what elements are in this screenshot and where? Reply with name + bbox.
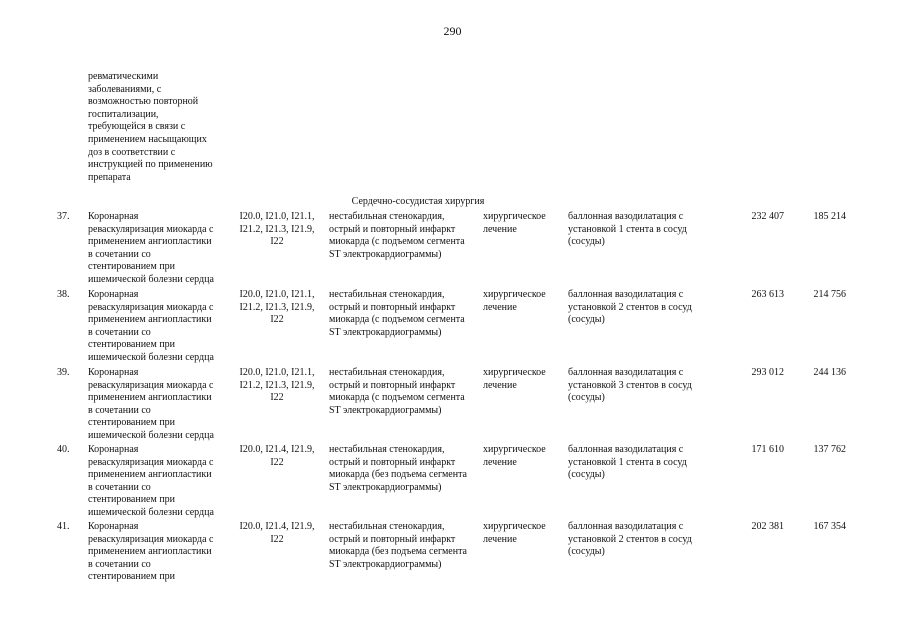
table-row xyxy=(0,367,905,445)
treatment-method: баллонная вазодилатация с установкой 3 стентов в сосуд (сосуды) xyxy=(568,367,692,404)
treatment-method: баллонная вазодилатация с установкой 1 стента в сосуд (сосуды) xyxy=(568,444,687,481)
row-number: 39. xyxy=(57,367,70,378)
care-type-name: Коронарная реваскуляризация миокарда с применением ангиопластики в сочетании со стентированием при ишемической болезни сердца xyxy=(88,367,214,441)
table-row xyxy=(0,444,905,522)
table-row xyxy=(0,211,905,289)
icd-codes: I20.0, I21.0, I21.1, I21.2, I21.3, I21.9, I22 xyxy=(239,211,315,248)
cost-norm-primary: 263 613 xyxy=(751,289,784,300)
care-type-name: Коронарная реваскуляризация миокарда с применением ангиопластики в сочетании со стентированием при ишемической болезни сердца xyxy=(88,211,214,285)
care-type-name: Коронарная реваскуляризация миокарда с применением ангиопластики в сочетании со стентированием при ишемической болезни сердца xyxy=(88,444,214,518)
icd-codes: I20.0, I21.0, I21.1, I21.2, I21.3, I21.9, I22 xyxy=(239,367,315,404)
section-title: Сердечно-сосудистая хирургия xyxy=(351,196,485,207)
cost-norm-secondary: 137 762 xyxy=(813,444,846,455)
treatment-method: баллонная вазодилатация с установкой 1 стента в сосуд (сосуды) xyxy=(568,211,687,248)
cost-norm-primary: 171 610 xyxy=(751,444,784,455)
cost-norm-primary: 232 407 xyxy=(751,211,784,222)
table-row xyxy=(0,289,905,367)
page-number: 290 xyxy=(443,24,462,38)
patient-model: нестабильная стенокардия, острый и повторный инфаркт миокарда (без подъема сегмента ST электрокардиограммы) xyxy=(329,521,467,570)
cost-norm-primary: 293 012 xyxy=(751,367,784,378)
icd-codes: I20.0, I21.4, I21.9, I22 xyxy=(239,444,315,468)
patient-model: нестабильная стенокардия, острый и повторный инфаркт миокарда (с подъемом сегмента ST электрокардиограммы) xyxy=(329,367,465,416)
care-type-name: Коронарная реваскуляризация миокарда с применением ангиопластики в сочетании со стентированием при xyxy=(88,521,214,583)
icd-codes: I20.0, I21.4, I21.9, I22 xyxy=(239,521,315,545)
row-number: 37. xyxy=(57,211,70,222)
care-type-name: Коронарная реваскуляризация миокарда с применением ангиопластики в сочетании со стентированием при ишемической болезни сердца xyxy=(88,289,214,363)
row-number: 38. xyxy=(57,289,70,300)
treatment-type: хирургическое лечение xyxy=(483,444,546,468)
treatment-method: баллонная вазодилатация с установкой 2 стентов в сосуд (сосуды) xyxy=(568,289,692,326)
cost-norm-secondary: 244 136 xyxy=(813,367,846,378)
patient-model: нестабильная стенокардия, острый и повторный инфаркт миокарда (без подъема сегмента ST электрокардиограммы) xyxy=(329,444,467,493)
treatment-method: баллонная вазодилатация с установкой 2 стентов в сосуд (сосуды) xyxy=(568,521,692,558)
cost-norm-secondary: 214 756 xyxy=(813,289,846,300)
row-number: 40. xyxy=(57,444,70,455)
treatment-type: хирургическое лечение xyxy=(483,289,546,313)
patient-model: нестабильная стенокардия, острый и повторный инфаркт миокарда (с подъемом сегмента ST электрокардиограммы) xyxy=(329,211,465,260)
icd-codes: I20.0, I21.0, I21.1, I21.2, I21.3, I21.9, I22 xyxy=(239,289,315,326)
cost-norm-primary: 202 381 xyxy=(751,521,784,532)
row-number: 41. xyxy=(57,521,70,532)
treatment-type: хирургическое лечение xyxy=(483,367,546,391)
treatment-type: хирургическое лечение xyxy=(483,521,546,545)
cost-norm-secondary: 167 354 xyxy=(813,521,846,532)
table-row xyxy=(0,521,905,599)
cost-norm-secondary: 185 214 xyxy=(813,211,846,222)
treatment-type: хирургическое лечение xyxy=(483,211,546,235)
patient-model: нестабильная стенокардия, острый и повторный инфаркт миокарда (с подъемом сегмента ST электрокардиограммы) xyxy=(329,289,465,338)
carryover-text: ревматическими заболеваниями, с возможностью повторной госпитализации, требующейся в связи с применением насыщающих доз в соответствии с инструкцией по применению препарата xyxy=(88,71,213,183)
